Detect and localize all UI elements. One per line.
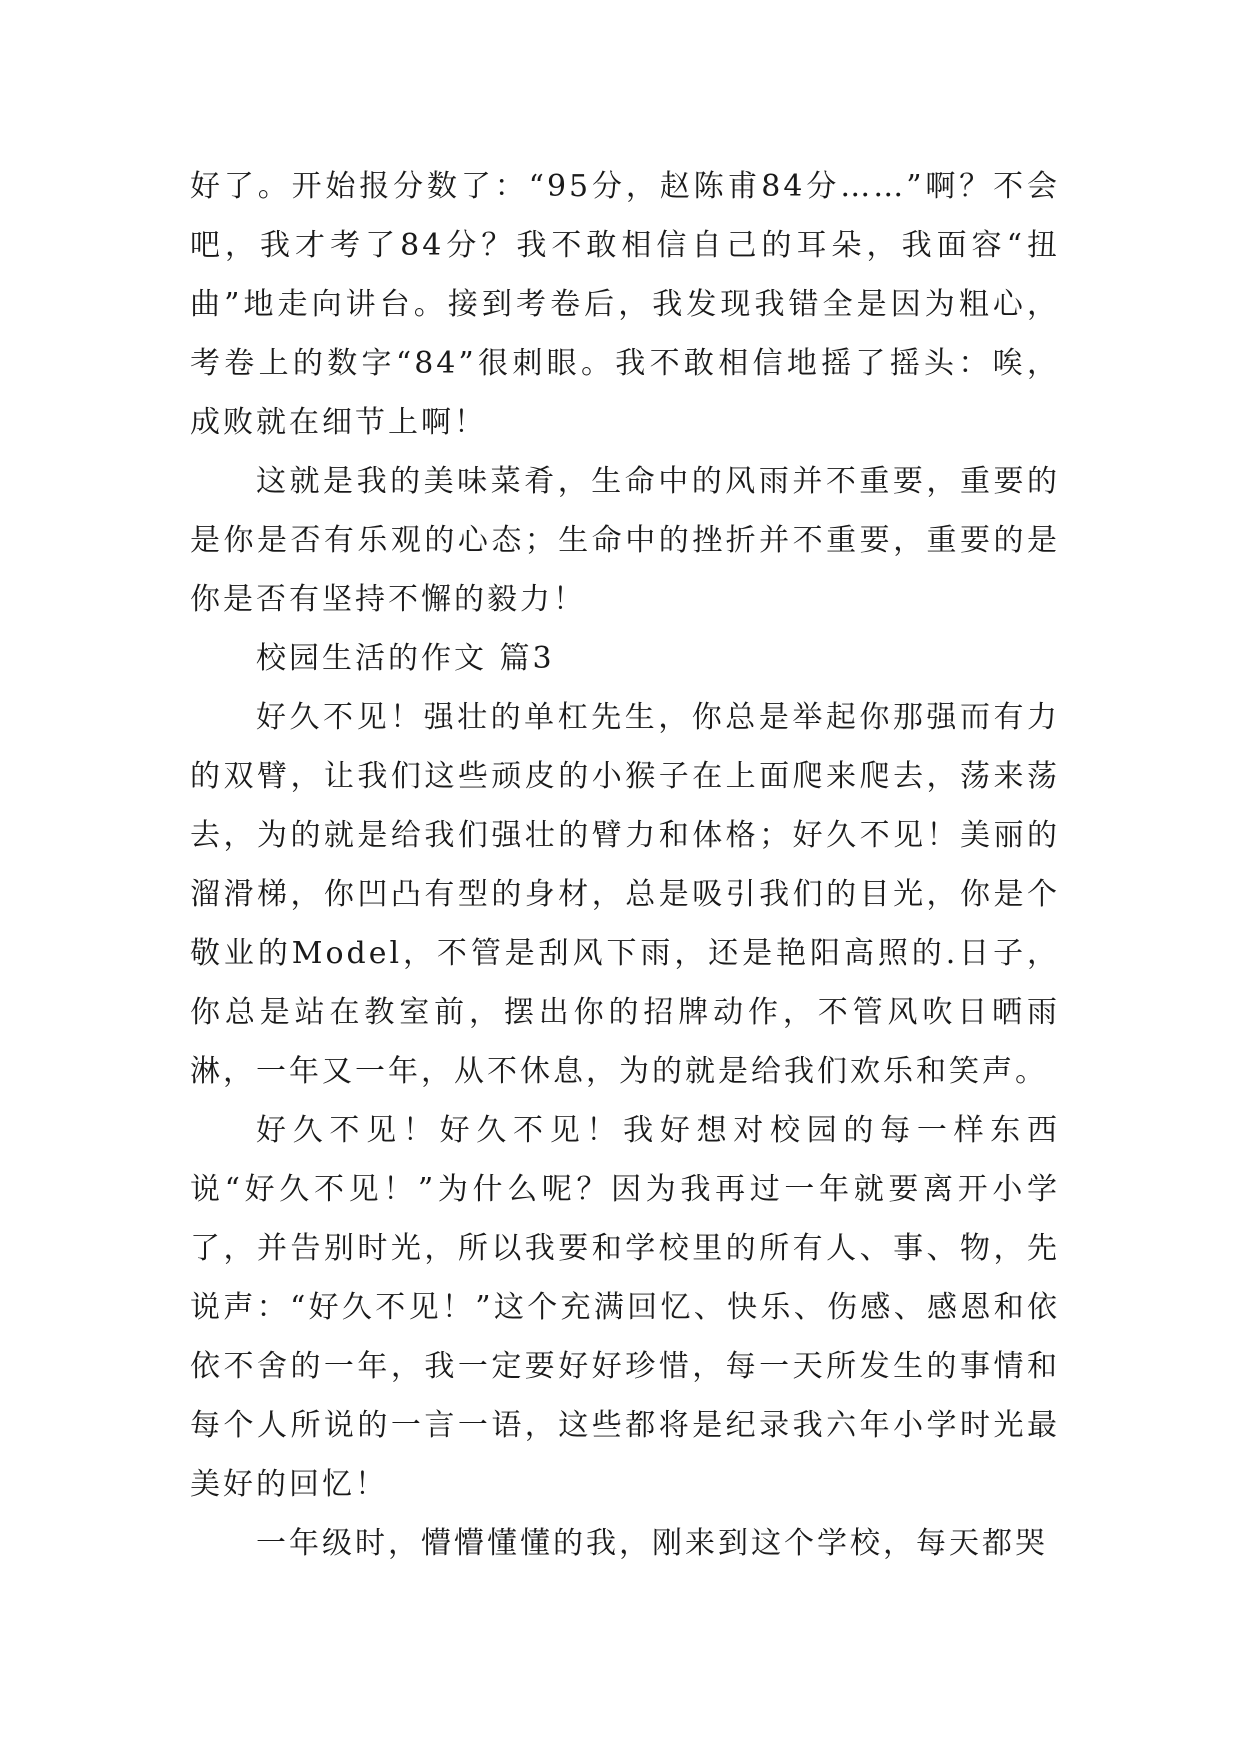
document-body xyxy=(190,157,1060,1573)
section-heading: 校园生活的作文 篇3 xyxy=(256,641,555,676)
paragraph-1: 好了。开始报分数了：“95分，赵陈甫84分……”啊？不会吧，我才考了84分？我不敢相信自己的耳朵，我面容“扭曲”地走向讲台。接到考卷后，我发现我错全是因为粗心，考卷上的数字“84”很刺眼。我不敢相信地摇了摇头：唉，成败就在细节上啊！ xyxy=(190,169,1060,440)
paragraph-2: 这就是我的美味菜肴，生命中的风雨并不重要，重要的是你是否有乐观的心态；生命中的挫折并不重要，重要的是你是否有坚持不懈的毅力！ xyxy=(190,464,1060,617)
paragraph-4: 好久不见！好久不见！我好想对校园的每一样东西说“好久不见！”为什么呢？因为我再过一年就要离开小学了，并告别时光，所以我要和学校里的所有人、事、物，先说声：“好久不见！”这个充满回忆、快乐、伤感、感恩和依依不舍的一年，我一定要好好珍惜，每一天所发生的事情和每个人所说的一言一语，这些都将是纪录我六年小学时光最美好的回忆！ xyxy=(190,1113,1060,1502)
paragraph-5: 一年级时，懵懵懂懂的我，刚来到这个学校，每天都哭 xyxy=(256,1526,1048,1561)
paragraph-3: 好久不见！强壮的单杠先生，你总是举起你那强而有力的双臂，让我们这些顽皮的小猴子在上面爬来爬去，荡来荡去，为的就是给我们强壮的臂力和体格；好久不见！美丽的溜滑梯，你凹凸有型的身材，总是吸引我们的目光，你是个敬业的Model，不管是刮风下雨，还是艳阳高照的.日子，你总是站在教室前，摆出你的招牌动作，不管风吹日晒雨淋，一年又一年，从不休息，为的就是给我们欢乐和笑声。 xyxy=(190,700,1060,1089)
